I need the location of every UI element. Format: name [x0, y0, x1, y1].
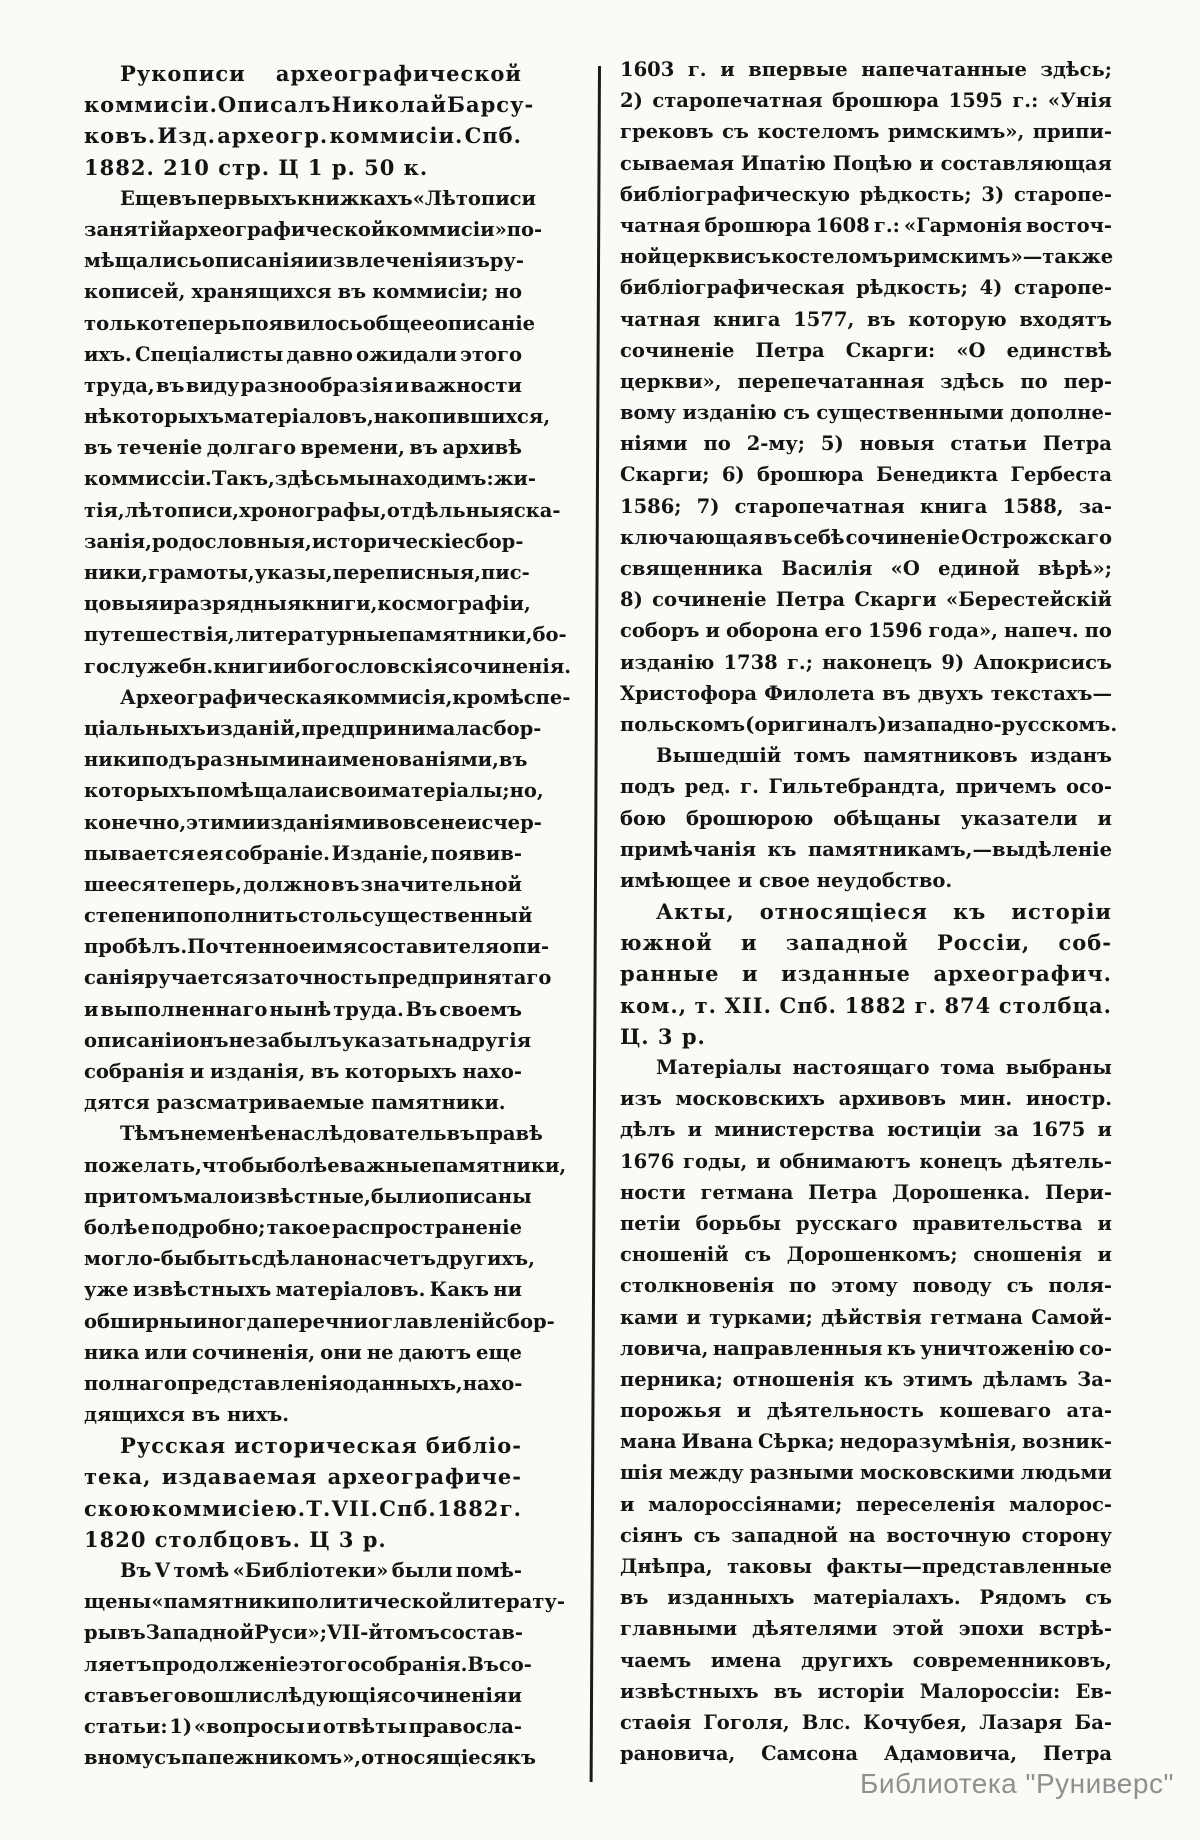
text-line: 1603 г. и впервые напечатанные здѣсь;	[620, 58, 1112, 81]
text-line: и малороссіянами; переселенія малорос-	[620, 1492, 1112, 1516]
heading-line: ранные и изданные археографич.	[620, 961, 1112, 987]
text-line: Археографическая коммисія, кромѣ спе-	[120, 685, 571, 709]
text-line: ставъ его вошли слѣдующія сочиненія и	[84, 1683, 522, 1707]
text-line: 1586; 7) старопечатная книга 1588, за-	[620, 494, 1112, 518]
text-line: собранія и изданія, въ которыхъ нахо-	[84, 1060, 522, 1083]
text-line: Скарги; 6) брошюра Бенедикта Гербеста	[620, 463, 1112, 487]
text-line: труда, въ виду разнообразія и важности	[84, 373, 522, 397]
text-line: занія, родословныя, историческіе сбор-	[84, 529, 524, 553]
text-line: бою брошюрою обѣщаны указатели и	[620, 806, 1112, 830]
text-line: статьи: 1) «вопросы и отвѣты правосла-	[84, 1714, 522, 1738]
heading-line: Рукописи археографической	[120, 61, 522, 86]
text-line: ры въ Западной Руси»; VII-й томъ состав-	[84, 1621, 523, 1645]
text-line: дѣлъ и министерства юстиціи за 1675 и	[620, 1118, 1112, 1142]
text-line: пывается ея собраніе. Изданіе, появив-	[84, 841, 522, 865]
text-line: санія ручается за точность предпринятаго	[84, 966, 552, 990]
text-line: чатная брошюра 1608 г.: «Гармонія восточ-	[620, 213, 1112, 237]
text-line: сываемая Ипатію Поцѣю и составляющая	[620, 151, 1112, 175]
text-line: конечно, этими изданіями вовсе не исчер-	[84, 810, 542, 834]
text-line: польскомъ (оригиналъ) и западно-русскомъ.	[620, 712, 1118, 736]
text-line: ловича, направленныя къ уничтоженію со-	[620, 1336, 1112, 1360]
text-line: ихъ. Спеціалисты давно ожидали этого	[84, 342, 522, 366]
text-line: пожелать, чтобы болѣе важные памятники,	[84, 1153, 567, 1177]
text-line: Днѣпра, таковы факты—представленные	[620, 1555, 1112, 1578]
text-line: и выполненнаго нынѣ труда. Въ своемъ	[84, 997, 522, 1021]
text-line: ности гетмана Петра Дорошенка. Пери-	[620, 1180, 1112, 1204]
text-line: притомъ малоизвѣстные, были описаны	[84, 1184, 532, 1208]
text-line: сочиненіе Петра Скарги: «О единствѣ	[620, 338, 1112, 362]
text-line: Вышедшій томъ памятниковъ изданъ	[656, 744, 1112, 768]
text-line: подъ ред. г. Гильтебрандта, причемъ осо-	[620, 775, 1112, 799]
text-line: библіографическая рѣдкость; 4) старопе-	[620, 276, 1112, 300]
text-line: 8) сочиненіе Петра Скарги «Берестейскій	[620, 588, 1112, 612]
text-line: уже извѣстныхъ матеріаловъ. Какъ ни	[84, 1278, 522, 1302]
heading-line: южной и западной Россіи, соб-	[620, 930, 1112, 956]
text-line: соборъ и оборона его 1596 года», напеч. по	[620, 619, 1112, 643]
text-line: священника Василія «О единой вѣрѣ»;	[620, 557, 1112, 580]
runivers-watermark: Библиотека "Руниверс"	[860, 1768, 1174, 1799]
right-column	[620, 54, 1118, 1769]
text-line: чатная книга 1577, въ которую входятъ	[620, 307, 1112, 331]
text-line: церкви», перепечатанная здѣсь по пер-	[620, 369, 1112, 393]
text-line: кописей, хранящихся въ коммисіи; но	[84, 280, 522, 304]
text-line: ляетъ продолженіе этого собранія. Въ со-	[84, 1652, 532, 1676]
text-line: дятся разсматриваемые памятники.	[84, 1091, 506, 1115]
text-line: степени пополнить столь существенный	[84, 904, 533, 928]
text-line: болѣе подробно; такое распространеніе	[84, 1215, 522, 1239]
text-line: главными дѣятелями этой эпохи встрѣ-	[620, 1617, 1112, 1641]
text-line: Христофора Филолета въ двухъ текстахъ—	[620, 681, 1112, 705]
text-line: порожья и дѣятельность кошеваго ата-	[620, 1399, 1112, 1423]
text-line: изъ московскихъ архивовъ мин. иностр.	[620, 1087, 1112, 1111]
text-line: только теперь появилось общее описаніе	[84, 311, 536, 335]
text-line: ники, грамоты, указы, переписныя, пис-	[84, 561, 530, 584]
text-line: занятій археографической коммисіи» по-	[84, 217, 543, 241]
text-line: мана Ивана Сѣрка; недоразумѣнія, возник-	[620, 1430, 1112, 1454]
column-divider-rule	[590, 66, 601, 1782]
text-line: коммиссіи. Такъ, здѣсь мы находимъ: жи-	[84, 467, 536, 491]
text-line: библіографическую рѣдкость; 3) старопе-	[620, 182, 1112, 206]
text-line: тія, лѣтописи, хронографы, отдѣльныя ска-	[84, 498, 561, 522]
text-line: въ теченіе долгаго времени, въ архивѣ	[84, 436, 522, 460]
text-line: столкновенія по этому поводу съ поля-	[620, 1274, 1112, 1298]
text-line: полнаго представленія о данныхъ, нахо-	[84, 1371, 523, 1395]
text-line: шееся теперь, должно въ значительной	[84, 872, 522, 896]
heading-line: скою коммисіею. Т. VII. Спб. 1882 г.	[84, 1495, 522, 1521]
text-line: ной церкви съ костеломъ римскимъ»—также	[620, 245, 1114, 269]
text-line: цовыя и разрядныя книги, космографіи,	[84, 592, 531, 616]
text-line: щены «памятники политической литерату-	[84, 1590, 565, 1614]
text-line: Въ V томѣ «Библіотеки» были помѣ-	[120, 1559, 522, 1582]
text-line: рановича, Самсона Адамовича, Петра	[620, 1742, 1112, 1766]
text-line: имѣющее и свое неудобство.	[620, 868, 953, 892]
text-line: ника или сочиненія, они не даютъ еще	[84, 1340, 522, 1364]
text-line: Матеріалы настоящаго тома выбраны	[656, 1056, 1112, 1079]
text-line: чаемъ имена другихъ современниковъ,	[620, 1648, 1112, 1672]
text-line: гослужебн. книги и богословскія сочиненія.	[84, 654, 572, 678]
heading-line: Акты, относящіеся къ исторіи	[656, 899, 1112, 925]
text-line: грековъ съ костеломъ римскимъ», припи-	[620, 120, 1112, 144]
heading-line: 1820 столбцовъ. Ц 3 р.	[84, 1526, 387, 1552]
text-line: перника; отношенія къ этимъ дѣламъ За-	[620, 1367, 1112, 1391]
left-column	[84, 58, 572, 1773]
text-line: въ изданныхъ матеріалахъ. Рядомъ съ	[620, 1586, 1112, 1610]
text-line: ники подъ разными наименованіями, въ	[84, 748, 528, 772]
text-line: 1676 годы, и обнимаютъ конецъ дѣятель-	[620, 1149, 1112, 1173]
heading-line: тека, издаваемая археографиче-	[84, 1464, 522, 1490]
text-line: которыхъ помѣщала и свои матеріалы; но,	[84, 779, 544, 803]
text-line: извѣстныхъ въ исторіи Малороссіи: Ев-	[620, 1679, 1112, 1703]
text-line: примѣчанія къ памятникамъ,—выдѣленіе	[620, 837, 1112, 861]
text-line: шія между разными московскими людьми	[620, 1461, 1112, 1485]
text-line: Еще въ первыхъ книжкахъ «Лѣтописи	[120, 186, 537, 210]
text-line: изданію 1738 г.; наконецъ 9) Апокрисисъ	[620, 650, 1112, 674]
heading-line: Ц. 3 р.	[620, 1023, 706, 1049]
text-line: описаніи онъ не забылъ указать на другія	[84, 1028, 532, 1052]
text-line: вному съ папежникомъ», относящіеся къ	[84, 1746, 536, 1770]
heading-line: 1882. 210 стр. Ц 1 р. 50 к.	[84, 154, 429, 180]
text-line: петіи борьбы русскаго правительства и	[620, 1211, 1112, 1235]
text-line: ніями по 2-му; 5) новыя статьи Петра	[620, 432, 1112, 456]
text-line: Тѣмъ не менѣе наслѣдователь въ правѣ	[120, 1122, 543, 1146]
heading-line: ком., т. XII. Спб. 1882 г. 874 столбца.	[620, 992, 1112, 1018]
text-line: ключающая въ себѣ сочиненіе Острожскаго	[620, 525, 1112, 549]
text-line: сіянъ съ западной на восточную сторону	[620, 1523, 1112, 1547]
text-line: мѣщались описанія и извлеченія изъ ру-	[84, 249, 525, 273]
text-line: 2) старопечатная брошюра 1595 г.: «Унія	[620, 89, 1112, 113]
text-line: пробѣлъ. Почтенное имя составителя опи-	[84, 935, 550, 959]
heading-line: Русская историческая библіо-	[120, 1433, 522, 1459]
text-line: обширны иногда перечни оглавленій сбор-	[84, 1309, 555, 1333]
heading-line: ковъ. Изд. археогр. коммисіи. Спб.	[84, 123, 522, 149]
text-line: нѣкоторыхъ матеріаловъ, накопившихся,	[84, 405, 551, 429]
text-line: стаѳія Гоголя, Влс. Кочубея, Лазаря Ба-	[620, 1710, 1112, 1734]
text-line: путешествія, литературные памятники, бо-	[84, 623, 567, 647]
text-line: могло-бы быть сдѣлано насчетъ другихъ,	[84, 1247, 535, 1271]
text-line: сношеній съ Дорошенкомъ; сношенія и	[620, 1243, 1112, 1267]
heading-line: коммисіи. Описалъ Николай Барсу-	[84, 92, 535, 118]
text-line: вому изданію съ существенными дополне-	[620, 401, 1112, 425]
text-line: дящихся въ нихъ.	[84, 1403, 290, 1427]
text-line: ками и турками; дѣйствія гетмана Самой-	[620, 1305, 1112, 1329]
text-line: ціальныхъ изданій, предпринимала сбор-	[84, 716, 542, 740]
